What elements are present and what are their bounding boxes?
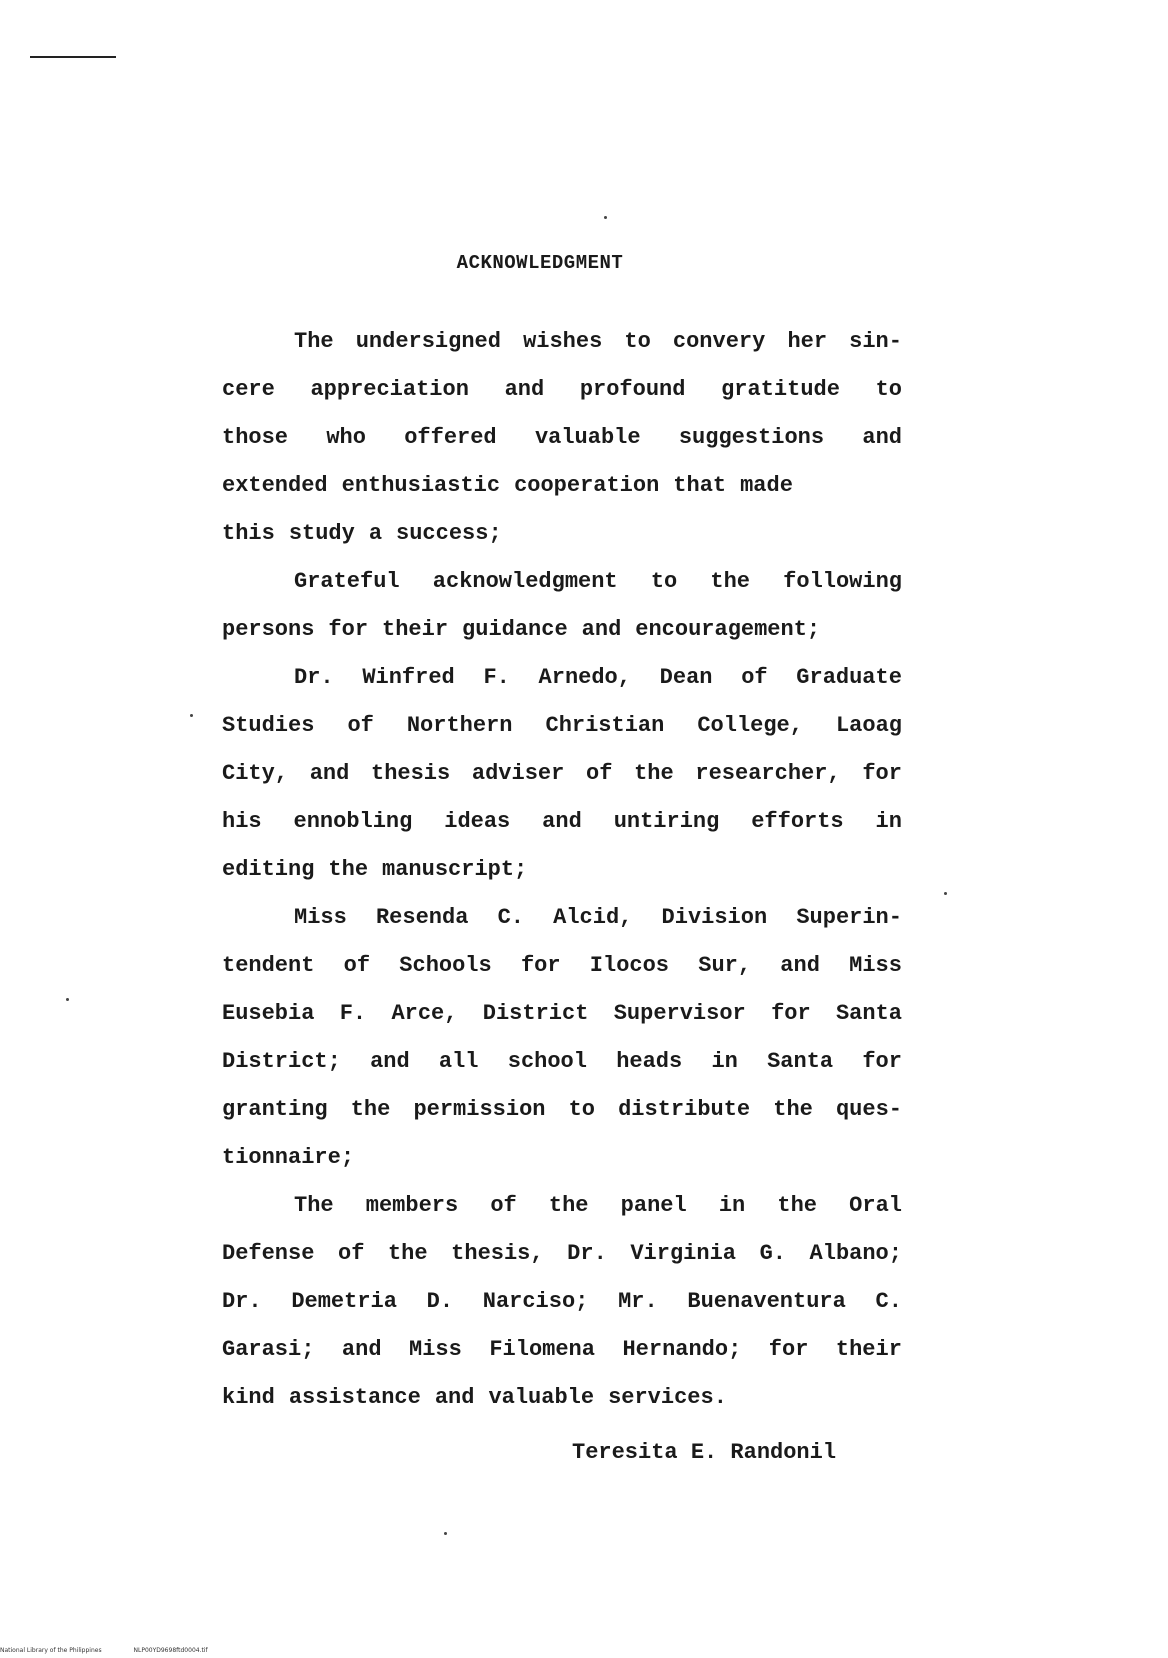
text-line: kind assistance and valuable services. — [222, 1385, 727, 1410]
text-line: District; and all school heads in Santa for — [222, 1049, 902, 1074]
scan-footer — [0, 1647, 238, 1654]
scan-speck — [444, 1532, 447, 1535]
text-line: Defense of the thesis, Dr. Virginia G. Albano; — [222, 1241, 902, 1266]
corner-rule — [30, 56, 116, 58]
text-line: Miss Resenda C. Alcid, Division Superin- — [294, 905, 902, 930]
page-title: ACKNOWLEDGMENT — [456, 252, 624, 274]
text-line: editing the manuscript; — [222, 857, 528, 882]
text-line: persons for their guidance and encouragement; — [222, 617, 821, 642]
scan-speck — [190, 714, 193, 717]
footer-library: National Library of the Philippines — [0, 1647, 102, 1654]
text-line: City, and thesis adviser of the researcher, for — [222, 761, 902, 786]
text-line: those who offered valuable suggestions and — [222, 425, 902, 450]
scan-speck — [66, 998, 69, 1001]
text-line: Studies of Northern Christian College, Laoag — [222, 713, 902, 738]
signature: Teresita E. Randonil — [572, 1440, 837, 1465]
text-line: Eusebia F. Arce, District Supervisor for Santa — [222, 1001, 902, 1026]
scan-speck — [604, 216, 607, 219]
text-line: granting the permission to distribute the ques- — [222, 1097, 902, 1122]
text-line: Dr. Demetria D. Narciso; Mr. Buenaventura C. — [222, 1289, 902, 1314]
text-line: this study a success; — [222, 521, 502, 546]
text-line: tionnaire; — [222, 1145, 355, 1170]
footer-file-id: NLP00YD9698ftd0004.tif — [133, 1647, 208, 1654]
text-line: Dr. Winfred F. Arnedo, Dean of Graduate — [294, 665, 902, 690]
text-line: his ennobling ideas and untiring efforts in — [222, 809, 902, 834]
text-line: cere appreciation and profound gratitude to — [222, 377, 902, 402]
text-line: Garasi; and Miss Filomena Hernando; for their — [222, 1337, 902, 1362]
text-line: tendent of Schools for Ilocos Sur, and Miss — [222, 953, 902, 978]
scan-speck — [944, 892, 947, 895]
acknowledgment-body — [222, 318, 902, 1422]
text-line: The members of the panel in the Oral — [294, 1193, 902, 1218]
text-line: extended enthusiastic cooperation that made — [222, 473, 793, 498]
text-line: The undersigned wishes to convery her sin- — [294, 329, 902, 354]
text-line: Grateful acknowledgment to the following — [294, 569, 902, 594]
